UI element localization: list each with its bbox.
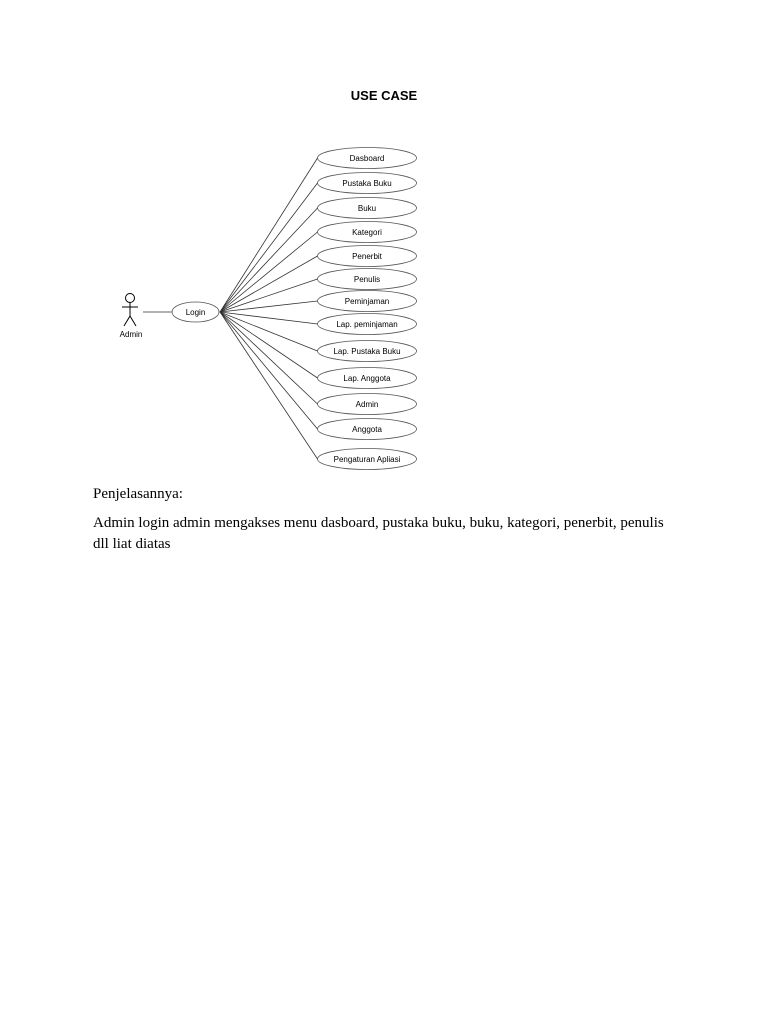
use-case-label: Lap. Anggota — [343, 374, 391, 383]
use-case — [318, 173, 417, 194]
use-case-label: Penerbit — [352, 252, 382, 261]
use-case-label: Penulis — [353, 275, 381, 284]
association-line — [220, 312, 318, 429]
use-case-label: Lap. Pustaka Buku — [333, 347, 401, 356]
use-case-label: Admin — [355, 400, 379, 409]
association-line — [220, 312, 318, 459]
explanation-body: Admin login admin mengakses menu dasboard, pustaka buku, buku, kategori, penerbit, penulis dll liat diatas — [93, 515, 664, 552]
use-case — [318, 222, 417, 243]
use-case-label: Pengaturan Apliasi — [333, 455, 401, 464]
association-line — [220, 158, 318, 312]
use-case-label: Anggota — [352, 425, 382, 434]
use-case — [318, 269, 417, 290]
use-case — [318, 148, 417, 169]
use-case-list — [318, 148, 417, 470]
association-line — [220, 208, 318, 312]
use-case — [318, 246, 417, 267]
use-case — [318, 368, 417, 389]
actor-head — [126, 294, 135, 303]
login-label: Login — [185, 308, 206, 317]
use-case-label: Dasboard — [349, 154, 385, 163]
page-title: USE CASE — [350, 88, 418, 103]
use-case — [318, 198, 417, 219]
use-case — [318, 291, 417, 312]
association-line — [220, 183, 318, 312]
actor-label: Admin — [119, 330, 143, 339]
association-line — [220, 312, 318, 404]
use-case-label: Buku — [357, 204, 377, 213]
association-lines — [220, 158, 318, 459]
use-case-label: Lap. peminjaman — [336, 320, 398, 329]
use-case-label: Pustaka Buku — [342, 179, 392, 188]
actor-leg-right — [130, 316, 136, 326]
use-case-label: Kategori — [352, 228, 382, 237]
use-case — [318, 314, 417, 335]
use-case-label: Peminjaman — [344, 297, 390, 306]
actor-leg-left — [124, 316, 130, 326]
actor-admin — [122, 294, 138, 327]
association-line — [220, 232, 318, 312]
explanation-heading: Penjelasannya: — [93, 486, 183, 502]
use-case-diagram — [0, 0, 768, 480]
use-case — [318, 394, 417, 415]
use-case — [318, 449, 417, 470]
association-line — [220, 301, 318, 312]
use-case — [318, 419, 417, 440]
use-case — [318, 341, 417, 362]
